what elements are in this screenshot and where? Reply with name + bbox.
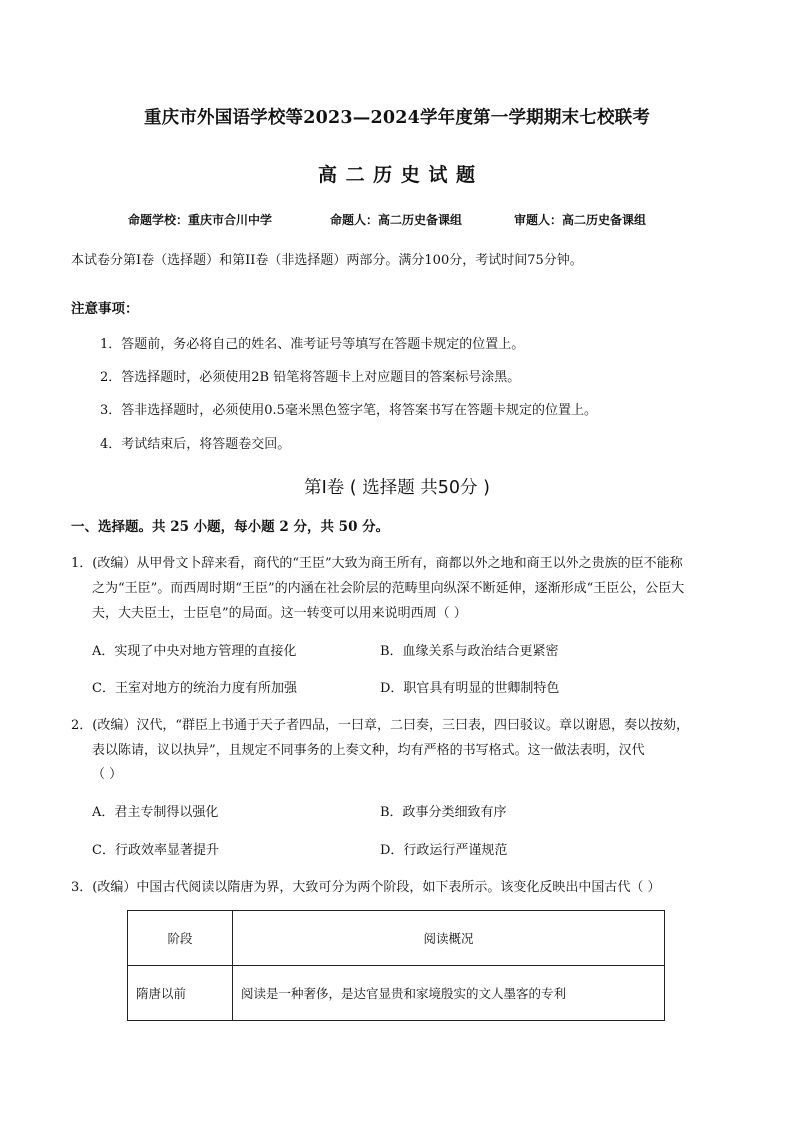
notice-title: 注意事项：: [71, 301, 139, 317]
question-2-line: 表以陈请，议以执异”，且规定不同事务的上奏文种，均有严格的书写格式。这一做法表明，汉代: [92, 743, 645, 758]
table-row: [128, 966, 665, 1021]
question-1-option-b: B．血缘关系与政治结合更紧密: [380, 644, 559, 659]
section-title: 第I卷 ( 选择题 共50分 ): [304, 478, 490, 498]
table-header-cell: 阶段: [128, 911, 233, 966]
exam-intro: 本试卷分第I卷（选择题）和第II卷（非选择题）两部分。满分100分，考试时间75分钟。: [71, 253, 583, 268]
question-2-option-d: D．行政运行严谨规范: [380, 843, 508, 858]
setter: 命题人：高二历史备课组: [330, 213, 463, 227]
question-1-option-a: A．实现了中央对地方管理的直接化: [92, 644, 297, 659]
question-1-line: 之为“王臣”。而西周时期“王臣”的内涵在社会阶层的范畴里向纵深不断延伸，逐渐形成“王臣公，公臣大: [92, 581, 685, 596]
table-header-cell: 阅读概况: [233, 911, 665, 966]
table-cell: 隋唐以前: [128, 966, 233, 1021]
exam-subtitle: 高 二 历 史 试 题: [317, 164, 477, 186]
question-3-line: 3．(改编）中国古代阅读以隋唐为界，大致可分为两个阶段，如下表所示。该变化反映出中国古代（ ）: [71, 880, 661, 895]
table-cell: 阅读是一种奢侈，是达官显贵和家境殷实的文人墨客的专利: [233, 966, 665, 1021]
reading-table: [127, 910, 665, 1021]
notice-item: 1．答题前，务必将自己的姓名、准考证号等填写在答题卡规定的位置上。: [100, 337, 525, 352]
reviewer: 审题人：高二历史备课组: [514, 213, 647, 227]
exam-title: 重庆市外国语学校等2023—2024学年度第一学期期末七校联考: [143, 108, 651, 128]
notice-item: 2．答选择题时，必须使用2B 铅笔将答题卡上对应题目的答案标号涂黑。: [100, 370, 521, 385]
question-2-line: 2．(改编）汉代，“群臣上书通于天子者四品，一曰章，二曰奏，三曰表，四曰驳议。章以谢恩，奏以按劾，: [71, 718, 689, 733]
question-2-option-b: B．政事分类细致有序: [380, 805, 507, 820]
question-1-line: 1．(改编）从甲骨文卜辞来看，商代的“王臣”大致为商王所有，商都以外之地和商王以外之贵族的臣不能称: [71, 556, 683, 571]
question-1-line: 夫，大夫臣士，士臣皂”的局面。这一转变可以用来说明西周（ ）: [92, 606, 467, 621]
setter-school: 命题学校：重庆市合川中学: [128, 213, 273, 227]
notice-item: 4．考试结束后，将答题卷交回。: [100, 437, 291, 452]
question-1-option-d: D．职官具有明显的世卿制特色: [380, 681, 560, 696]
table-header-row: [128, 911, 665, 966]
part-title: 一、选择题。共 25 小题，每小题 2 分，共 50 分。: [71, 519, 390, 535]
notice-item: 3．答非选择题时，必须使用0.5毫米黑色签字笔，将答案书写在答题卡规定的位置上。: [100, 403, 597, 418]
question-1-option-c: C．王室对地方的统治力度有所加强: [92, 681, 297, 696]
question-2-option-a: A．君主专制得以强化: [92, 805, 219, 820]
question-2-line: （ ）: [92, 767, 123, 782]
question-2-option-c: C．行政效率显著提升: [92, 843, 219, 858]
